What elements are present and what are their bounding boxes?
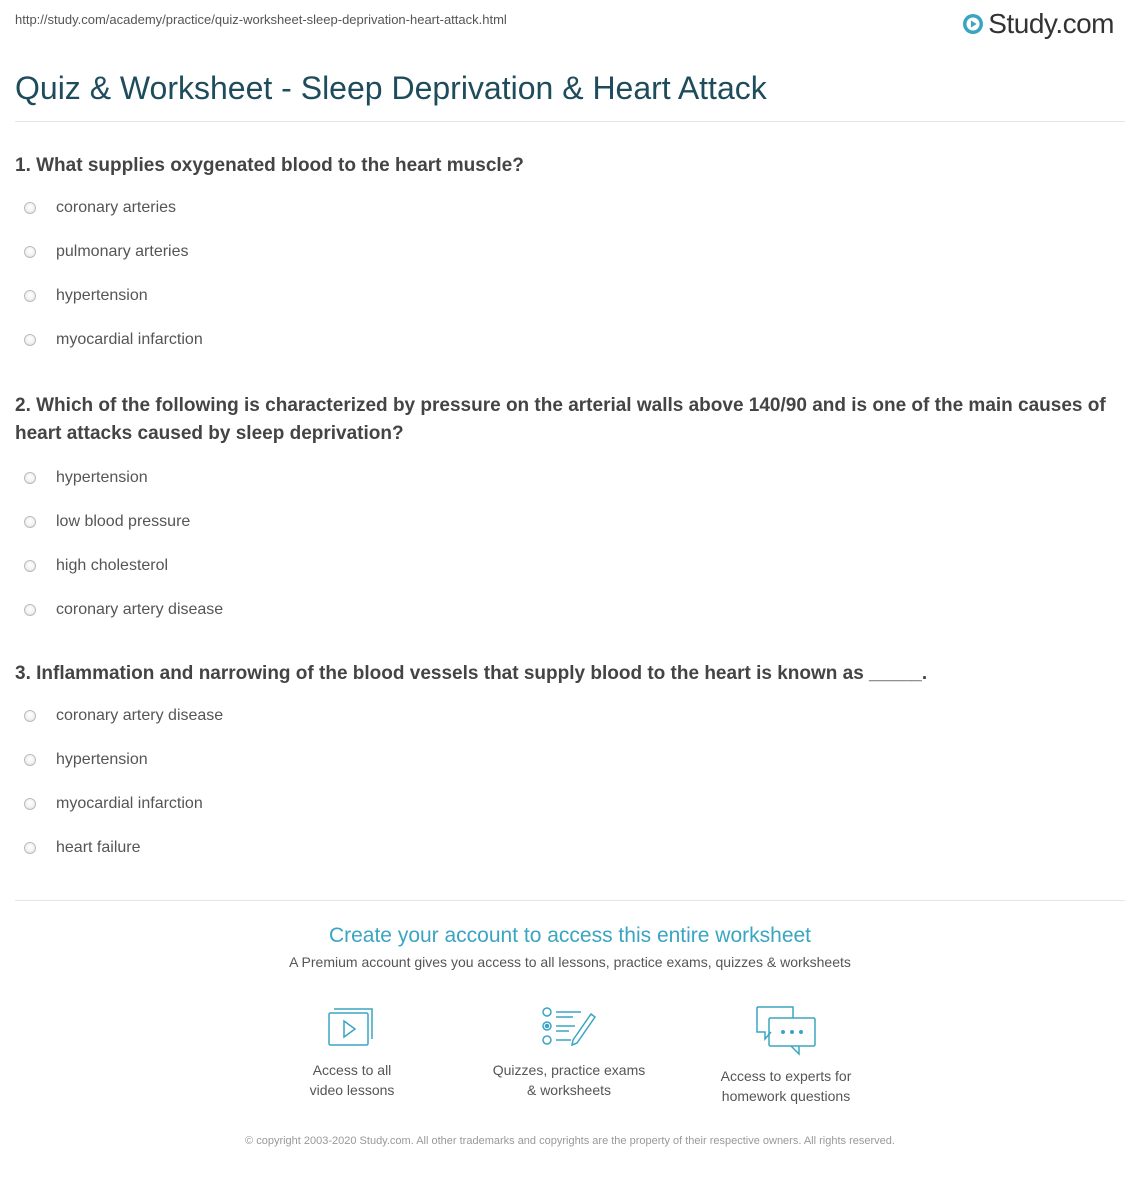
quiz-checklist-icon (541, 1004, 597, 1050)
answer-options (15, 694, 1125, 870)
question-text: 2. Which of the following is characterized by pressure on the arterial walls above 140/90 and is one of the main causes of heart attacks caused by sleep deprivation? (15, 395, 1106, 444)
answer-option[interactable] (15, 318, 1125, 362)
option-label: low blood pressure (56, 513, 191, 530)
signup-cta-subheading: A Premium account gives you access to all lessons, practice exams, quizzes & worksheets (289, 954, 851, 970)
feature-label: Quizzes, practice exams & worksheets (492, 1062, 646, 1098)
radio-button[interactable] (24, 754, 36, 766)
radio-button[interactable] (24, 604, 36, 616)
answer-option[interactable] (15, 500, 1125, 544)
question-2 (15, 392, 1125, 632)
radio-button[interactable] (24, 798, 36, 810)
radio-button[interactable] (24, 472, 36, 484)
feature-label: Access to experts for homework questions (720, 1068, 852, 1104)
option-label: hypertension (56, 287, 148, 304)
answer-options (15, 456, 1125, 632)
option-label: myocardial infarction (56, 331, 203, 348)
option-label: coronary artery disease (56, 601, 224, 618)
answer-option[interactable] (15, 230, 1125, 274)
radio-button[interactable] (24, 202, 36, 214)
radio-button[interactable] (24, 710, 36, 722)
feature-video-lessons (252, 1004, 452, 1100)
question-text: 1. What supplies oxygenated blood to the heart muscle? (15, 155, 524, 176)
copyright-notice: © copyright 2003-2020 Study.com. All other trademarks and copyrights are the property of their respective owners. All rights reserved. (245, 1135, 895, 1147)
radio-button[interactable] (24, 246, 36, 258)
answer-option[interactable] (15, 826, 1125, 870)
top-bar (0, 0, 1140, 48)
chat-bubbles-icon (753, 1004, 819, 1056)
option-label: hypertension (56, 751, 148, 768)
option-label: pulmonary arteries (56, 243, 189, 260)
radio-button[interactable] (24, 516, 36, 528)
answer-option[interactable] (15, 456, 1125, 500)
feature-label: Access to all video lessons (309, 1062, 395, 1098)
play-circle-icon (962, 13, 984, 35)
feature-experts (686, 1004, 886, 1106)
radio-button[interactable] (24, 560, 36, 572)
option-label: myocardial infarction (56, 795, 203, 812)
question-1 (15, 152, 1125, 362)
video-lessons-icon (326, 1004, 378, 1050)
feature-quizzes (469, 1004, 669, 1100)
radio-button[interactable] (24, 290, 36, 302)
answer-option[interactable] (15, 588, 1125, 632)
option-label: coronary arteries (56, 199, 177, 216)
page-title: Quiz & Worksheet - Sleep Deprivation & Heart Attack (15, 70, 767, 106)
option-label: coronary artery disease (56, 707, 224, 724)
answer-option[interactable] (15, 544, 1125, 588)
option-label: heart failure (56, 839, 141, 856)
answer-option[interactable] (15, 738, 1125, 782)
answer-option[interactable] (15, 782, 1125, 826)
answer-option[interactable] (15, 186, 1125, 230)
radio-button[interactable] (24, 334, 36, 346)
question-text: 3. Inflammation and narrowing of the blood vessels that supply blood to the heart is known as _____. (15, 663, 928, 684)
radio-button[interactable] (24, 842, 36, 854)
answer-options (15, 186, 1125, 362)
page-url: http://study.com/academy/practice/quiz-worksheet-sleep-deprivation-heart-attack.html (15, 12, 507, 27)
option-label: hypertension (56, 469, 148, 486)
answer-option[interactable] (15, 274, 1125, 318)
option-label: high cholesterol (56, 557, 169, 574)
signup-cta-heading[interactable]: Create your account to access this entire worksheet (328, 924, 812, 947)
question-3 (15, 660, 1125, 870)
answer-option[interactable] (15, 694, 1125, 738)
divider (15, 121, 1125, 122)
study-logo[interactable] (962, 8, 1114, 40)
logo-text: Study.com (988, 8, 1114, 39)
divider (15, 900, 1125, 901)
